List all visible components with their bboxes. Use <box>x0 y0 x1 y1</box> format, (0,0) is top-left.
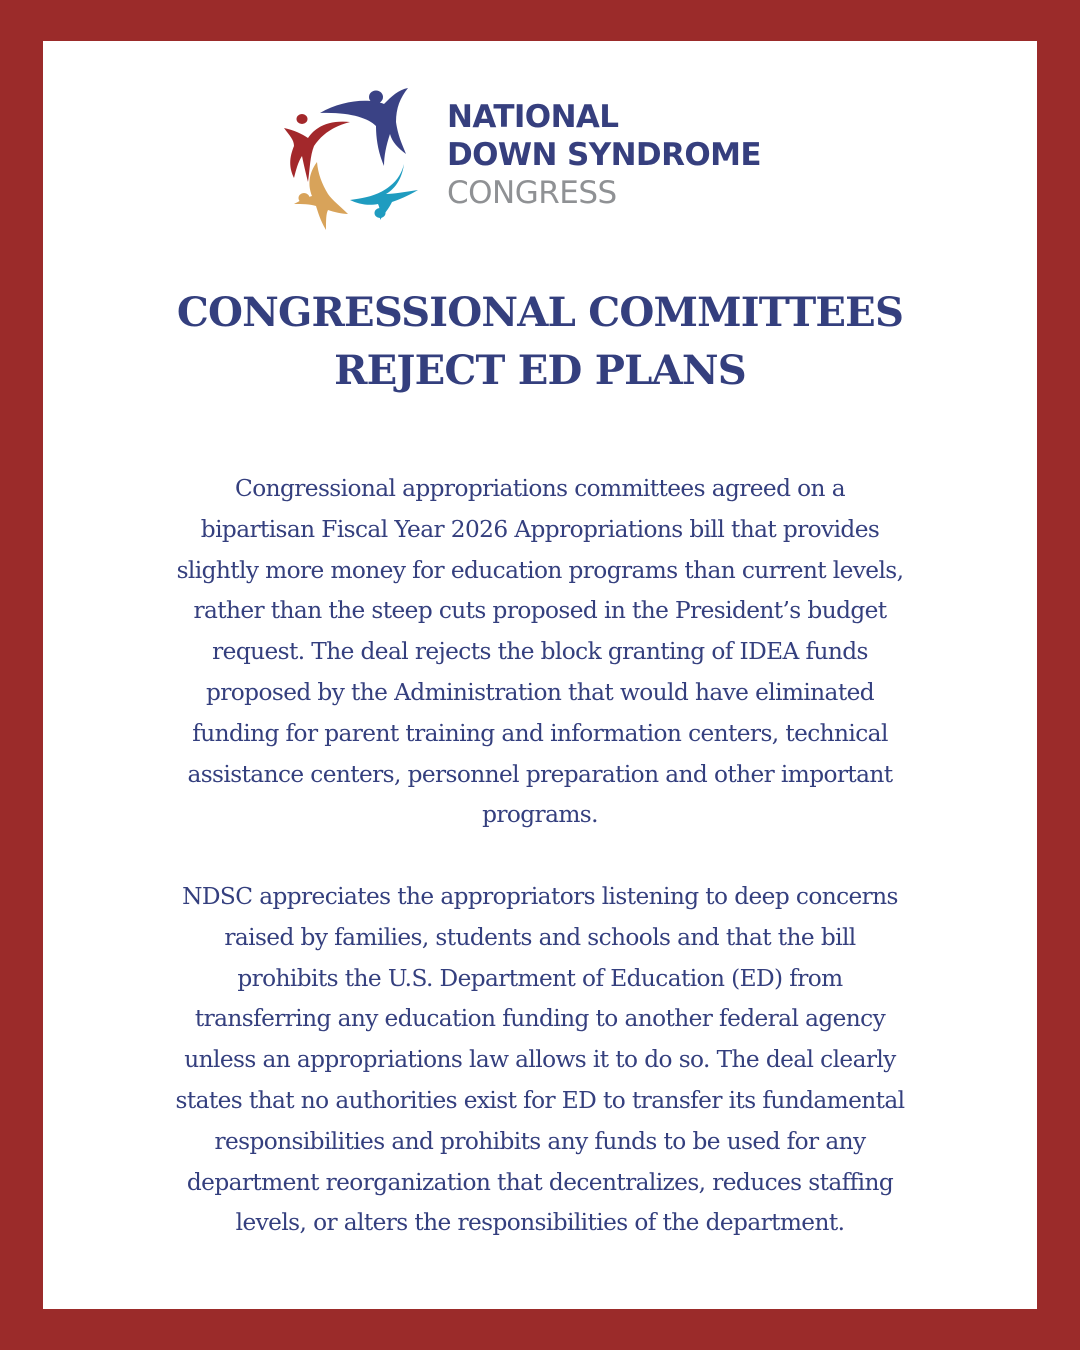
logo-head-gold <box>299 193 310 203</box>
paragraph-line: bipartisan Fiscal Year 2026 Appropriations bill that provides <box>200 515 880 543</box>
logo-line-down-syndrome: DOWN SYNDROME <box>447 137 761 173</box>
paragraph-line: NDSC appreciates the appropriators listening to deep concerns <box>182 883 898 910</box>
paragraph-line: unless an appropriations law allows it to do so. The deal clearly <box>184 1046 896 1074</box>
paragraph-line: assistance centers, personnel preparation and other important <box>187 760 893 788</box>
paragraph-line: responsibilities and prohibits any funds to be used for any <box>214 1127 866 1155</box>
paragraph-line: funding for parent training and information centers, technical <box>192 719 888 747</box>
paragraph-line: rather than the steep cuts proposed in the President’s budget <box>193 597 887 625</box>
logo-head-teal <box>375 208 386 218</box>
paragraph-line: programs. <box>482 801 598 829</box>
paragraph-line: transferring any education funding to another federal agency <box>194 1005 886 1033</box>
paragraph-line: prohibits the U.S. Department of Education (ED) from <box>237 964 843 992</box>
headline-line: CONGRESSIONAL COMMITTEES <box>176 289 904 336</box>
paragraph-line: Congressional appropriations committees agreed on a <box>235 475 845 502</box>
paragraph-line: states that no authorities exist for ED to transfer its fundamental <box>175 1086 905 1114</box>
logo-line-congress: CONGRESS <box>447 175 617 211</box>
circle-of-people-logo-icon <box>272 82 422 237</box>
logo-head-navy <box>369 91 383 104</box>
headline <box>43 284 1037 400</box>
logo-head-red <box>297 114 308 124</box>
headline-line: REJECT ED PLANS <box>334 347 746 394</box>
paragraph-ndsc-statement <box>60 877 1020 1244</box>
paragraph-line: department reorganization that decentralizes, reduces staffing <box>186 1168 894 1196</box>
paragraph-funding <box>60 469 1020 836</box>
paragraph-line: request. The deal rejects the block granting of IDEA funds <box>212 638 868 666</box>
paragraph-line: raised by families, students and schools and that the bill <box>224 923 856 951</box>
logo-wordmark <box>447 98 761 212</box>
paragraph-line: levels, or alters the responsibilities of the department. <box>235 1209 845 1237</box>
paragraph-line: slightly more money for education programs than current levels, <box>176 556 904 584</box>
paragraph-line: proposed by the Administration that would have eliminated <box>205 678 875 706</box>
ndsc-logo <box>272 82 812 237</box>
logo-line-national: NATIONAL <box>447 99 619 135</box>
